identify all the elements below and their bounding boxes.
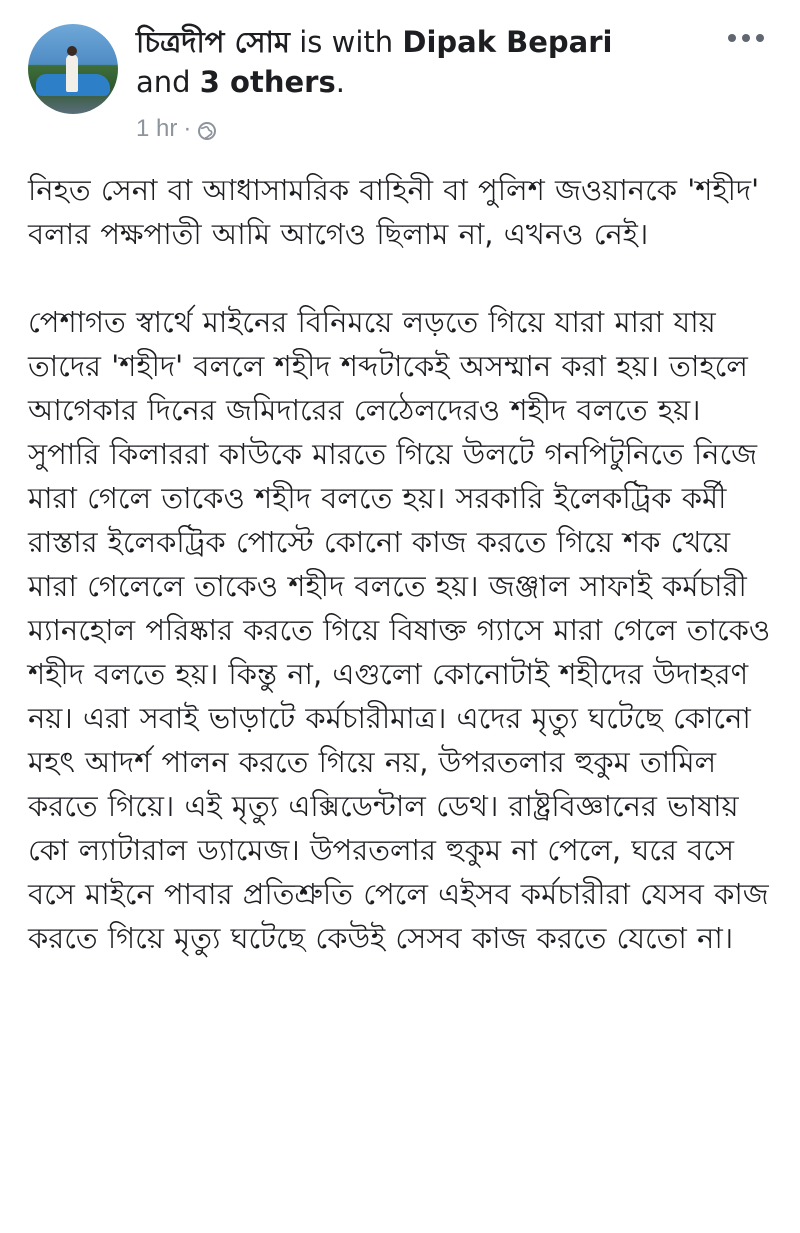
author-name-link[interactable]: চিত্রদীপ সোম xyxy=(136,25,291,59)
globe-icon[interactable] xyxy=(197,119,217,139)
and-text: and xyxy=(136,65,200,99)
more-options-button[interactable] xyxy=(720,20,772,56)
avatar-person-shape xyxy=(66,54,78,92)
post-attribution xyxy=(136,22,696,102)
post-header xyxy=(28,18,780,148)
others-link[interactable]: 3 others xyxy=(199,65,336,99)
post-paragraph-1: নিহত সেনা বা আধাসামরিক বাহিনী বা পুলিশ জওয়ানকে 'শহীদ' বলার পক্ষপাতী আমি আগেও ছিলাম না, এখনও নেই। xyxy=(28,173,760,251)
tagged-user-link[interactable]: Dipak Bepari xyxy=(402,25,613,59)
with-text: is with xyxy=(290,25,403,59)
post-paragraph-2: পেশাগত স্বার্থে মাইনের বিনিময়ে লড়তে গিয়ে যারা মারা যায় তাদের 'শহীদ' বললে শহীদ শব্দটাকেই অসম্মান করা হয়। তাহলে আগেকার দিনের জমিদারের লেঠেলদেরও শহীদ বলতে হয়। সুপারি কিলাররা কাউকে মারতে গিয়ে উলটে গনপিটুনিতে নিজে মারা গেলে তাকেও শহীদ বলতে হয়। সরকারি ইলেকট্রিক কর্মী রাস্তার ইলেকট্রিক পোস্টে কোনো কাজ করতে গিয়ে শক খেয়ে মারা গেলেলে তাকেও শহীদ বলতে হয়। জঞ্জাল সাফাই কর্মচারী ম্যানহোল পরিষ্কার করতে গিয়ে বিষাক্ত গ্যাসে মারা গেলে তাকেও শহীদ বলতে হয়। কিন্তু না, এগুলো কোনোটাই শহীদের উদাহরণ নয়। এরা সবাই ভাড়াটে কর্মচারীমাত্র। এদের মৃত্যু ঘটেছে কোনো মহৎ আদর্শ পালন করতে গিয়ে নয়, উপরতলার হুকুম তামিল করতে গিয়ে। এই মৃত্যু এক্সিডেন্টাল ডেথ। রাষ্ট্রবিজ্ঞানের ভাষায় কো ল্যাটারাল ড্যামেজ। উপরতলার হুকুম না পেলে, ঘরে বসে বসে মাইনে পাবার প্রতিশ্রুতি পেলে এইসব কর্মচারীরা যেসব কাজ করতে গিয়ে মৃত্যু ঘটেছে কেউই সেসব কাজ করতে যেতো না। xyxy=(28,305,771,955)
avatar-person-head-shape xyxy=(67,46,77,56)
more-options-icon-dot-1 xyxy=(728,34,736,42)
attribution-period: . xyxy=(335,65,345,99)
post-body xyxy=(28,168,780,1004)
meta-separator: · xyxy=(183,115,192,142)
post-time-link[interactable]: 1 hr xyxy=(136,115,178,142)
post-meta xyxy=(136,114,217,144)
more-options-icon-dot-2 xyxy=(742,34,750,42)
author-avatar[interactable] xyxy=(28,24,118,114)
more-options-icon-dot-3 xyxy=(756,34,764,42)
